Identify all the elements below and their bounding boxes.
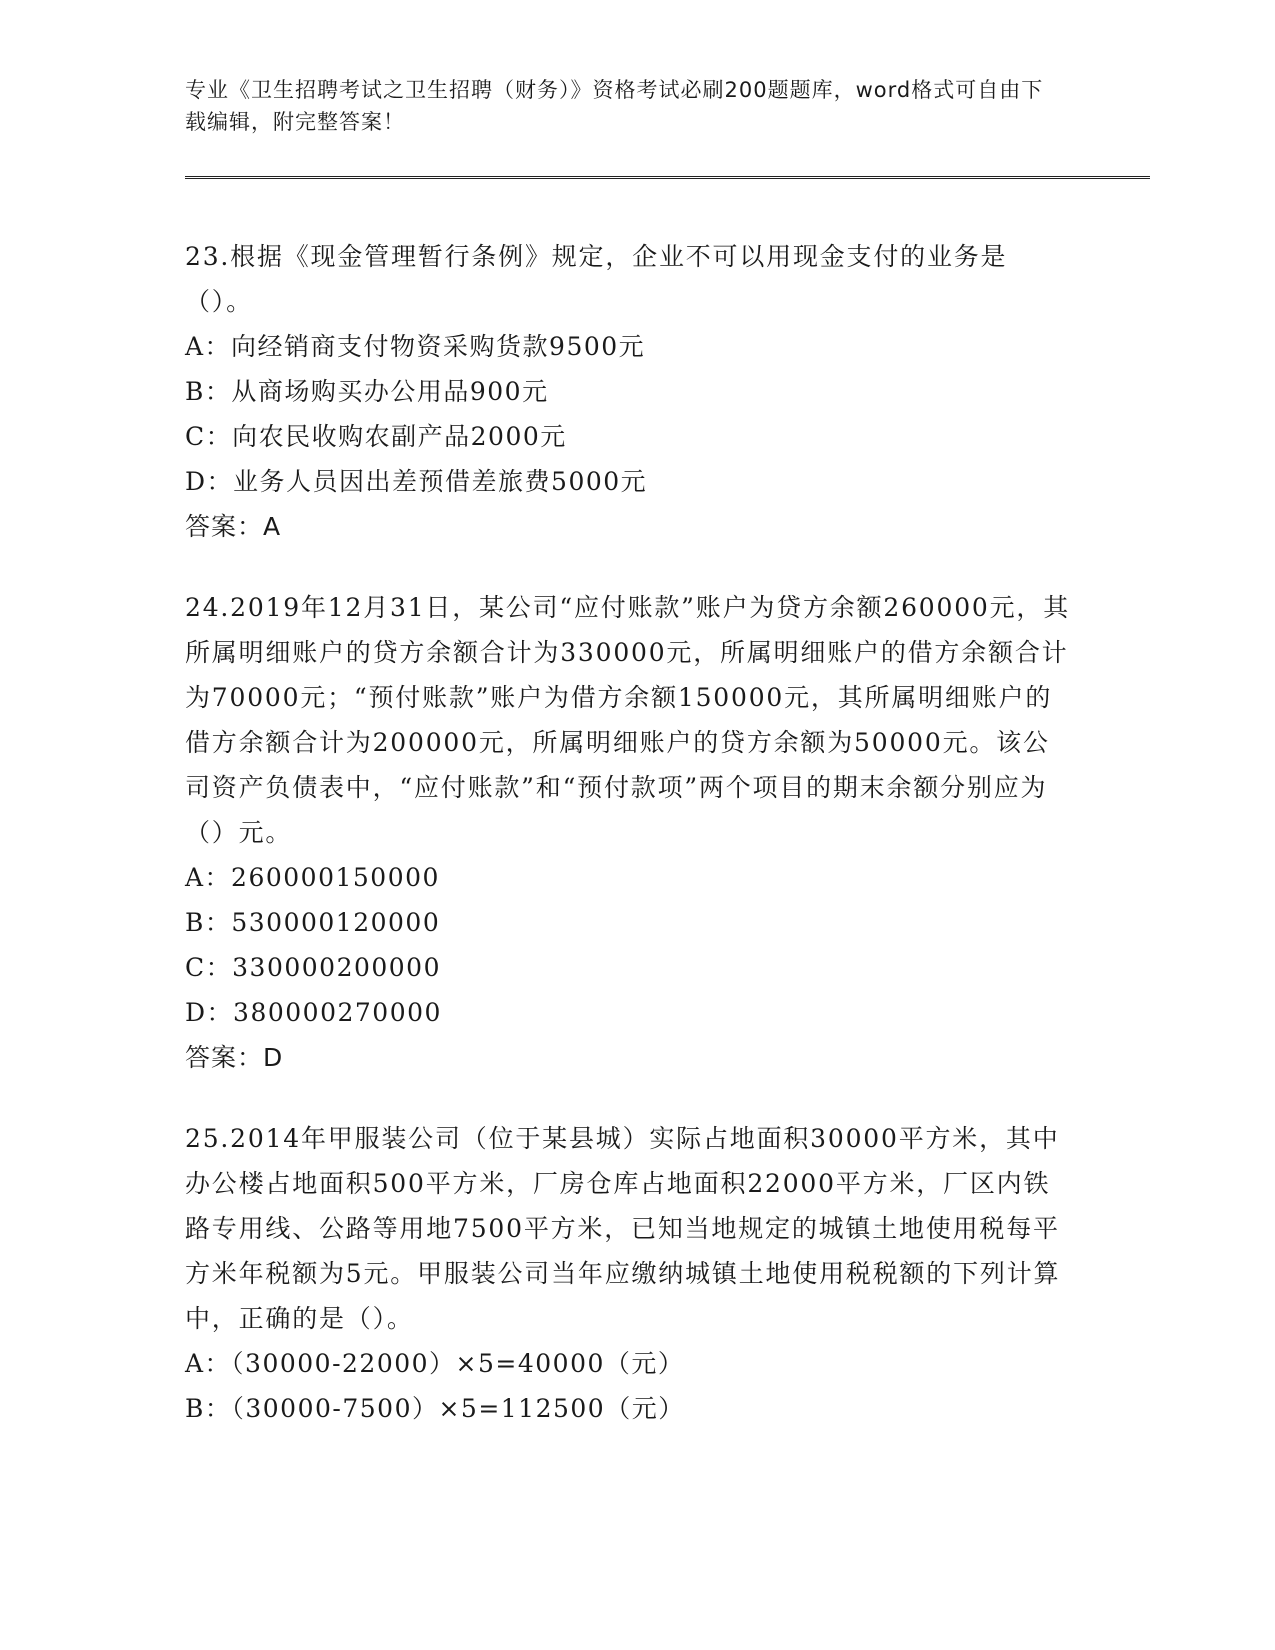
option-a: A：向经销商支付物资采购货款9500元 — [185, 332, 646, 361]
answer-line: 答案：A — [185, 512, 282, 541]
question-23 — [185, 234, 1075, 549]
question-stem: 24.2019年12月31日，某公司“应付账款”账户为贷方余额260000元，其所属明细账户的贷方余额合计为330000元，所属明细账户的借方余额合计为70000元；“预付账款”账户为借方余额150000元，其所属明细账户的借方余额合计为200000元，所属明细账户的贷方余额为50000元。该公司资产负债表中，“应付账款”和“预付款项”两个项目的期末余额分别应为（）元。 — [185, 593, 1071, 847]
option-c: C：向农民收购农副产品2000元 — [185, 422, 567, 451]
option-c: C：330000200000 — [185, 953, 441, 982]
header-divider — [185, 176, 1150, 179]
question-stem: 25.2014年甲服装公司（位于某县城）实际占地面积30000平方米，其中办公楼占地面积500平方米，厂房仓库占地面积22000平方米，厂区内铁路专用线、公路等用地7500平方米，已知当地规定的城镇土地使用税每平方米年税额为5元。甲服装公司当年应缴纳城镇土地使用税税额的下列计算中，正确的是（）。 — [185, 1124, 1061, 1333]
answer-line: 答案：D — [185, 1043, 284, 1072]
question-24 — [185, 585, 1075, 1080]
page-header: 专业《卫生招聘考试之卫生招聘（财务）》资格考试必刷200题题库，word格式可自由下载编辑，附完整答案！ — [185, 78, 1044, 134]
option-d: D：业务人员因出差预借差旅费5000元 — [185, 467, 648, 496]
question-25 — [185, 1116, 1075, 1431]
option-d: D：380000270000 — [185, 998, 442, 1027]
option-b: B：（30000-7500）×5=112500（元） — [185, 1394, 685, 1423]
option-a: A：260000150000 — [185, 863, 440, 892]
option-a: A：（30000-22000）×5=40000（元） — [185, 1349, 685, 1378]
option-b: B：从商场购买办公用品900元 — [185, 377, 549, 406]
question-stem: 23.根据《现金管理暂行条例》规定，企业不可以用现金支付的业务是（）。 — [185, 242, 1008, 316]
option-b: B：530000120000 — [185, 908, 441, 937]
question-list — [185, 234, 1075, 1467]
